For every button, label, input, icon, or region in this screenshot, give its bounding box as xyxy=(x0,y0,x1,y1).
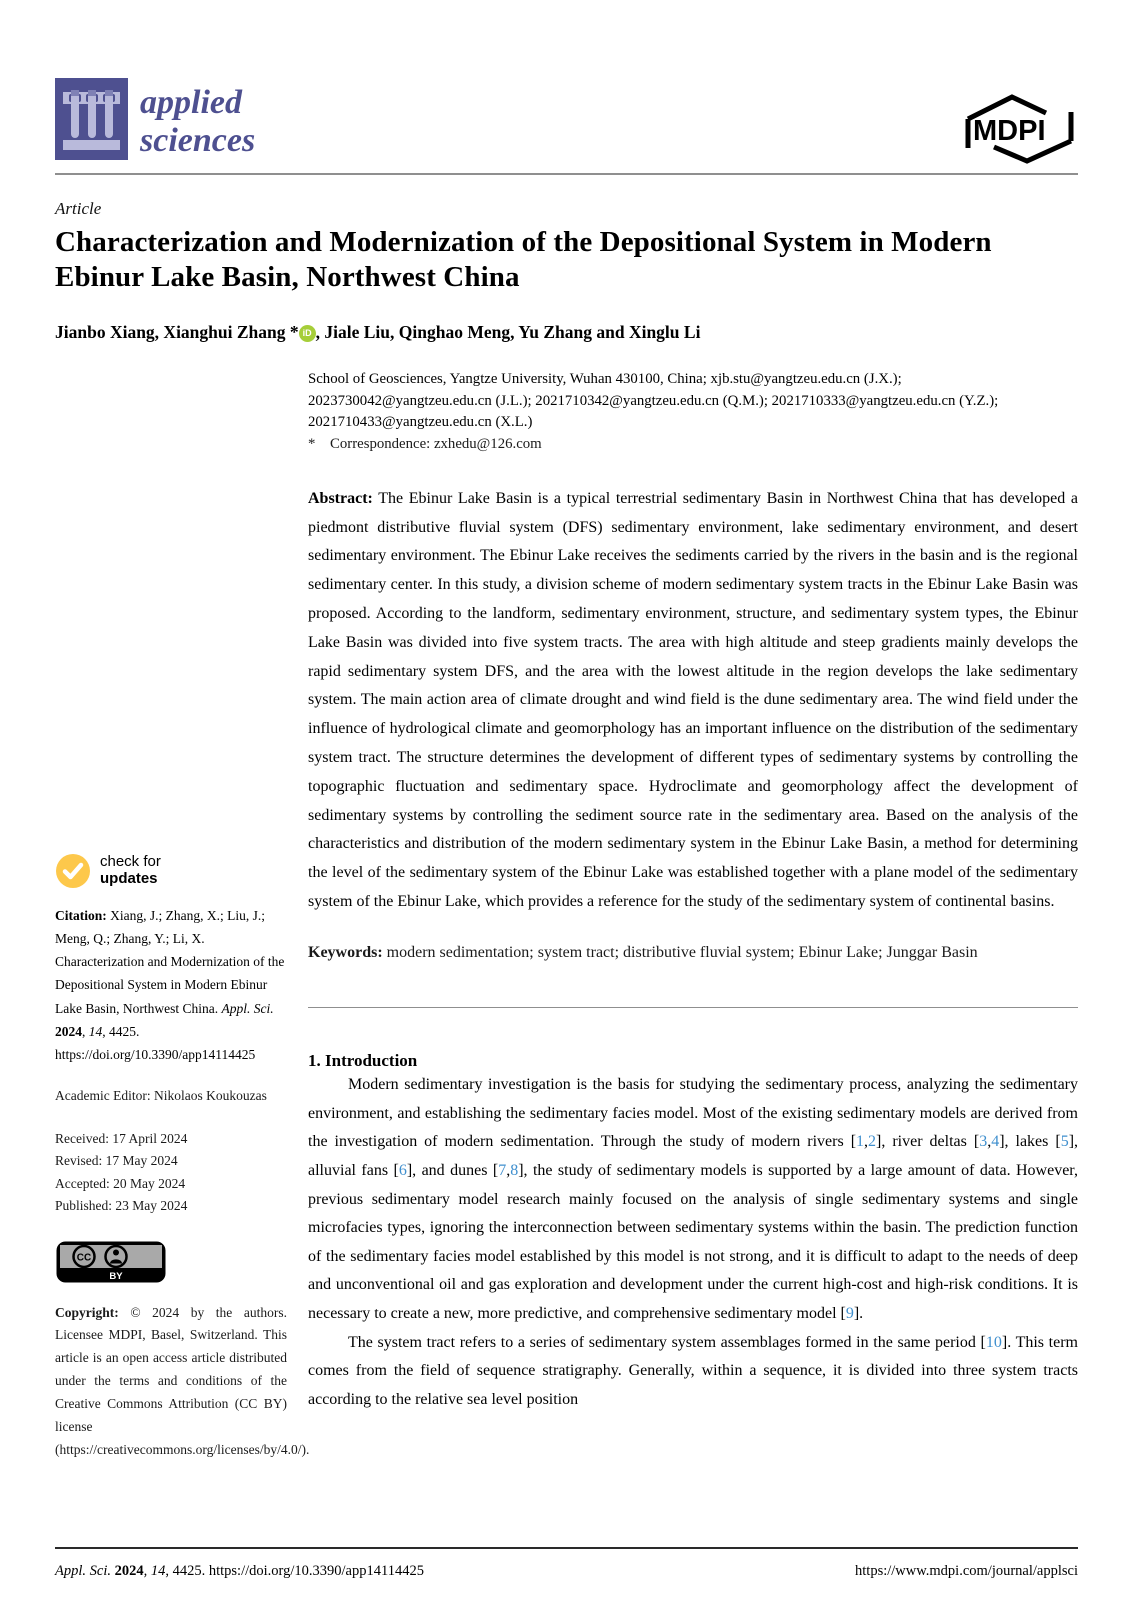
intro-paragraph-2: The system tract refers to a series of sedimentary system assemblages formed in the same period [10]. This term comes from the field of sequence stratigraphy. Generally, within a sequence, it is divided into three system tracts according to the relative sea level position xyxy=(308,1333,1078,1408)
footer-divider xyxy=(55,1547,1078,1549)
section-heading-introduction: 1. Introduction xyxy=(308,1051,418,1070)
page-title: Characterization and Modernization of the Depositional System in Modern Ebinur Lake Basin, Northwest China xyxy=(55,226,992,294)
test-tubes-icon xyxy=(55,78,128,160)
accepted-date: Accepted: 20 May 2024 xyxy=(55,1175,186,1191)
citation-volume: 14 xyxy=(88,1023,103,1039)
citation-ref-2[interactable]: 2 xyxy=(868,1133,877,1151)
keywords-label: Keywords: xyxy=(308,943,383,961)
cc-by-license-badge[interactable] xyxy=(55,1240,287,1288)
correspondence-text: Correspondence: zxhedu@126.com xyxy=(330,436,542,452)
citation-journal: Appl. Sci. xyxy=(221,1000,274,1016)
authors-post: , Jiale Liu, Qinghao Meng, Yu Zhang and Xinglu Li xyxy=(315,321,701,342)
footer-doi: , 4425. https://doi.org/10.3390/app14114425 xyxy=(165,1563,424,1579)
affiliation: School of Geosciences, Yangtze University, Wuhan 430100, China; xjb.stu@yangtzeu.edu.cn (J.X.); 2023730042@yangtzeu.edu.cn (J.L.); 2021710342@yangtzeu.edu.cn (Q.M.); 2021710333@yangtzeu.edu.cn (Y.Z.); 2021710433@yangtzeu.edu.cn (X.L.) xyxy=(308,370,999,431)
revised-date: Revised: 17 May 2024 xyxy=(55,1153,178,1169)
cc-by-text: BY xyxy=(109,1270,123,1282)
citation-pages: , 4425. xyxy=(102,1023,140,1039)
page-footer xyxy=(55,1547,1078,1580)
footer-citation xyxy=(55,1563,424,1580)
abstract xyxy=(308,485,1078,917)
copyright-text: © 2024 by the authors. Licensee MDPI, Basel, Switzerland. This article is an open access article distributed under the terms and conditions of the Creative Commons Attribution (CC BY) license (https://creativecommons.org/licenses/by/4.0/). xyxy=(55,1304,310,1458)
check-icon xyxy=(55,853,91,889)
journal-name-line2: sciences xyxy=(140,122,256,160)
orcid-icon[interactable]: iD xyxy=(299,325,316,342)
article-main-column xyxy=(308,369,1078,1462)
check-for-updates-label: check for updates xyxy=(100,853,161,887)
keywords-divider xyxy=(308,1007,1078,1009)
keywords-text: modern sedimentation; system tract; distributive fluvial system; Ebinur Lake; Junggar Basin xyxy=(386,943,978,961)
citation-block: Citation: Xiang, J.; Zhang, X.; Liu, J.; Meng, Q.; Zhang, Y.; Li, X. Characterization and Modernization of the Depositional System in Modern Ebinur Lake Basin, Northwest China. Appl. Sci. 2024, 14, 4425. https://doi.org/10.3390/app14114425 xyxy=(55,907,285,1063)
mdpi-logo-text: MDPI xyxy=(973,115,1046,147)
article-dates xyxy=(55,1128,287,1218)
footer-year: 2024 xyxy=(114,1563,144,1579)
citation-ref-7[interactable]: 7 xyxy=(498,1161,507,1179)
citation-ref-4[interactable]: 4 xyxy=(991,1133,1000,1151)
citation-ref-9[interactable]: 9 xyxy=(845,1305,854,1322)
received-date: Received: 17 April 2024 xyxy=(55,1130,188,1146)
abstract-label: Abstract: xyxy=(308,489,373,507)
journal-header xyxy=(55,0,1078,169)
header-divider xyxy=(55,173,1078,175)
journal-name-line1: applied xyxy=(140,84,242,121)
citation-text: Xiang, J.; Zhang, X.; Liu, J.; Meng, Q.; Zhang, Y.; Li, X. Characterization and Modernization of the Depositional System in Modern Ebinur Lake Basin, Northwest China. xyxy=(55,907,285,1016)
copyright-label: Copyright: xyxy=(55,1304,119,1320)
applied-sciences-logo[interactable] xyxy=(55,78,255,161)
article-type-label: Article xyxy=(55,199,102,218)
citation-doi-link[interactable]: https://doi.org/10.3390/app14114425 xyxy=(55,1047,256,1063)
academic-editor: Academic Editor: Nikolaos Koukouzas xyxy=(55,1088,267,1104)
intro-paragraph-1: Modern sedimentary investigation is the basis for studying the sedimentary process, analyzing the sedimentary environment, and establishing the sedimentary facies model. Most of the existing sedimentary models are derived from the investigation of modern sedimentation. Through the study of modern rivers [1,2], river deltas [3,4], lakes [5], alluvial fans [6], and dunes [7,8], the study of sedimentary models is supported by a large amount of data. However, previous sedimentary model research mainly focused on the analysis of single sedimentary systems and single microfacies types, ignoring the interconnection between sedimentary systems within the basin. The prediction function of the sedimentary facies model established by this model is not strong, and it is difficult to adapt to the needs of deep and unconventional oil and gas exploration and development under the current high-cost and high-risk conditions. It is necessary to create a new, more predictive, and comprehensive sedimentary model [9]. xyxy=(308,1076,1079,1322)
citation-label: Citation: xyxy=(55,907,107,923)
content-columns xyxy=(55,369,1078,1462)
citation-ref-8[interactable]: 8 xyxy=(510,1161,519,1179)
footer-journal-url[interactable]: https://www.mdpi.com/journal/applsci xyxy=(855,1563,1078,1579)
citation-ref-5[interactable]: 5 xyxy=(1060,1133,1069,1151)
published-date: Published: 23 May 2024 xyxy=(55,1198,188,1214)
mdpi-logo[interactable] xyxy=(960,92,1078,169)
footer-journal: Appl. Sci. xyxy=(55,1563,111,1579)
correspondence-star: * xyxy=(308,436,316,452)
copyright-notice xyxy=(55,1302,310,1463)
footer-volume: , 14 xyxy=(143,1563,166,1579)
citation-ref-1[interactable]: 1 xyxy=(856,1133,865,1151)
correspondence-line xyxy=(308,434,1078,456)
meta-sidebar xyxy=(55,369,310,1462)
check-for-updates-button[interactable] xyxy=(55,853,215,889)
citation-ref-3[interactable]: 3 xyxy=(979,1133,988,1151)
citation-ref-10[interactable]: 10 xyxy=(985,1333,1002,1351)
authors-pre: Jianbo Xiang, Xianghui Zhang * xyxy=(55,321,299,342)
citation-ref-6[interactable]: 6 xyxy=(398,1161,407,1179)
svg-text:CC: CC xyxy=(76,1252,92,1263)
keywords xyxy=(308,939,1078,968)
citation-year: 2024 xyxy=(55,1023,82,1039)
journal-name xyxy=(140,78,255,161)
author-line xyxy=(55,322,1078,343)
abstract-text: The Ebinur Lake Basin is a typical terrestrial sedimentary Basin in Northwest China that has developed a piedmont distributive fluvial system (DFS) sedimentary environment, lake sedimentary environment, and desert sedimentary environment. The Ebinur Lake receives the sediments carried by the rivers in the basin and is the regional sedimentary center. In this study, a division scheme of modern sedimentary system tracts in the Ebinur Lake Basin was proposed. According to the landform, sedimentary environment, structure, and sedimentary system types, the Ebinur Lake Basin was divided into five system tracts. The area with high altitude and steep gradients mainly develops the rapid sedimentary system DFS, and the area with the lowest altitude in the region develops the lake sedimentary system. The main action area of climate drought and wind field is the dune sedimentary area. The wind field under the influence of hydrological climate and geomorphology has an important influence on the distribution of the sedimentary system tract. The structure determines the development of different types of sedimentary systems by controlling the topographic fluctuation and sedimentary space. Hydroclimate and geomorphology affect the development of sedimentary systems by controlling the sediment source rate in the sedimentary area. Based on the analysis of the characteristics and distribution of the modern sedimentary system in the Ebinur Lake Basin, a method for determining the level of the sedimentary system of the Ebinur Lake was established together with a plane model of the sedimentary system of the Ebinur Lake, which provides a reference for the study of the sedimentary system of continental basins. xyxy=(308,489,1078,910)
